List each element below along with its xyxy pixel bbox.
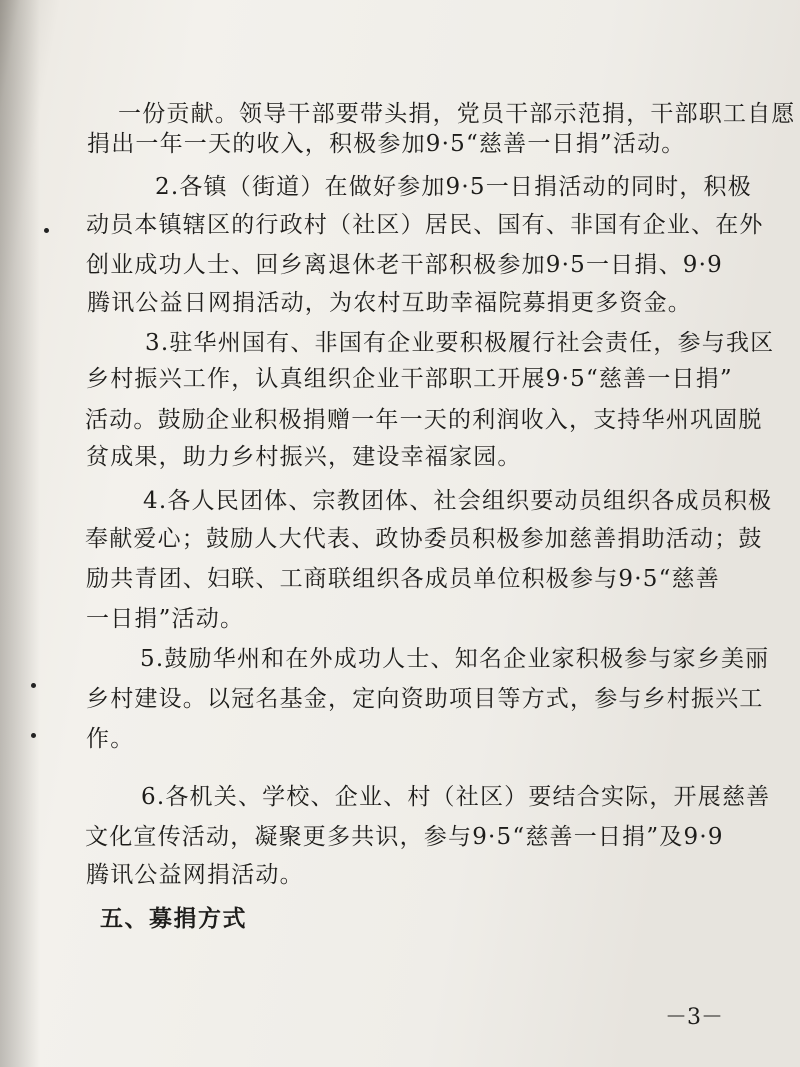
binding-hole-mark bbox=[31, 683, 36, 688]
binding-hole-mark bbox=[44, 228, 49, 233]
binding-hole-mark bbox=[31, 733, 36, 738]
section-heading: 五、募捐方式 bbox=[100, 905, 247, 932]
body-line: 4.各人民团体、宗教团体、社会组织要动员组织各成员积极 bbox=[143, 488, 773, 514]
body-line: 奉献爱心；鼓励人大代表、政协委员积极参加慈善捐助活动；鼓 bbox=[85, 526, 763, 552]
body-line: 活动。鼓励企业积极捐赠一年一天的利润收入，支持华州巩固脱 bbox=[85, 407, 763, 433]
body-line: 创业成功人士、回乡离退休老干部积极参加9·5一日捐、9·9 bbox=[86, 252, 723, 278]
body-line: 贫成果，助力乡村振兴，建设幸福家园。 bbox=[86, 444, 522, 470]
body-line: 腾讯公益网捐活动。 bbox=[86, 862, 304, 888]
page-number: －3－ bbox=[665, 1005, 723, 1030]
body-line: 6.各机关、学校、企业、村（社区）要结合实际，开展慈善 bbox=[141, 784, 771, 810]
body-line: 动员本镇辖区的行政村（社区）居民、国有、非国有企业、在外 bbox=[86, 212, 764, 238]
body-line: 文化宣传活动，凝聚更多共识，参与9·5“慈善一日捐”及9·9 bbox=[85, 824, 724, 850]
body-line: 作。 bbox=[86, 726, 135, 752]
body-line: 一日捐”活动。 bbox=[86, 606, 245, 632]
body-line: 腾讯公益日网捐活动，为农村互助幸福院募捐更多资金。 bbox=[87, 290, 692, 316]
body-line: 励共青团、妇联、工商联组织各成员单位积极参与9·5“慈善 bbox=[86, 566, 720, 592]
body-line: 乡村建设。以冠名基金，定向资助项目等方式，参与乡村振兴工 bbox=[86, 686, 764, 712]
page-shadow bbox=[0, 0, 40, 1067]
body-line: 乡村振兴工作，认真组织企业干部职工开展9·5“慈善一日捐” bbox=[86, 366, 733, 392]
body-line: 2.各镇（街道）在做好参加9·5一日捐活动的同时，积极 bbox=[155, 174, 752, 200]
body-line: 5.鼓励华州和在外成功人士、知名企业家积极参与家乡美丽 bbox=[140, 646, 770, 672]
body-line: 3.驻华州国有、非国有企业要积极履行社会责任，参与我区 bbox=[145, 330, 775, 356]
body-line: 捐出一年一天的收入，积极参加9·5“慈善一日捐”活动。 bbox=[87, 131, 686, 157]
body-line: 一份贡献。领导干部要带头捐，党员干部示范捐，干部职工自愿 bbox=[118, 101, 796, 127]
